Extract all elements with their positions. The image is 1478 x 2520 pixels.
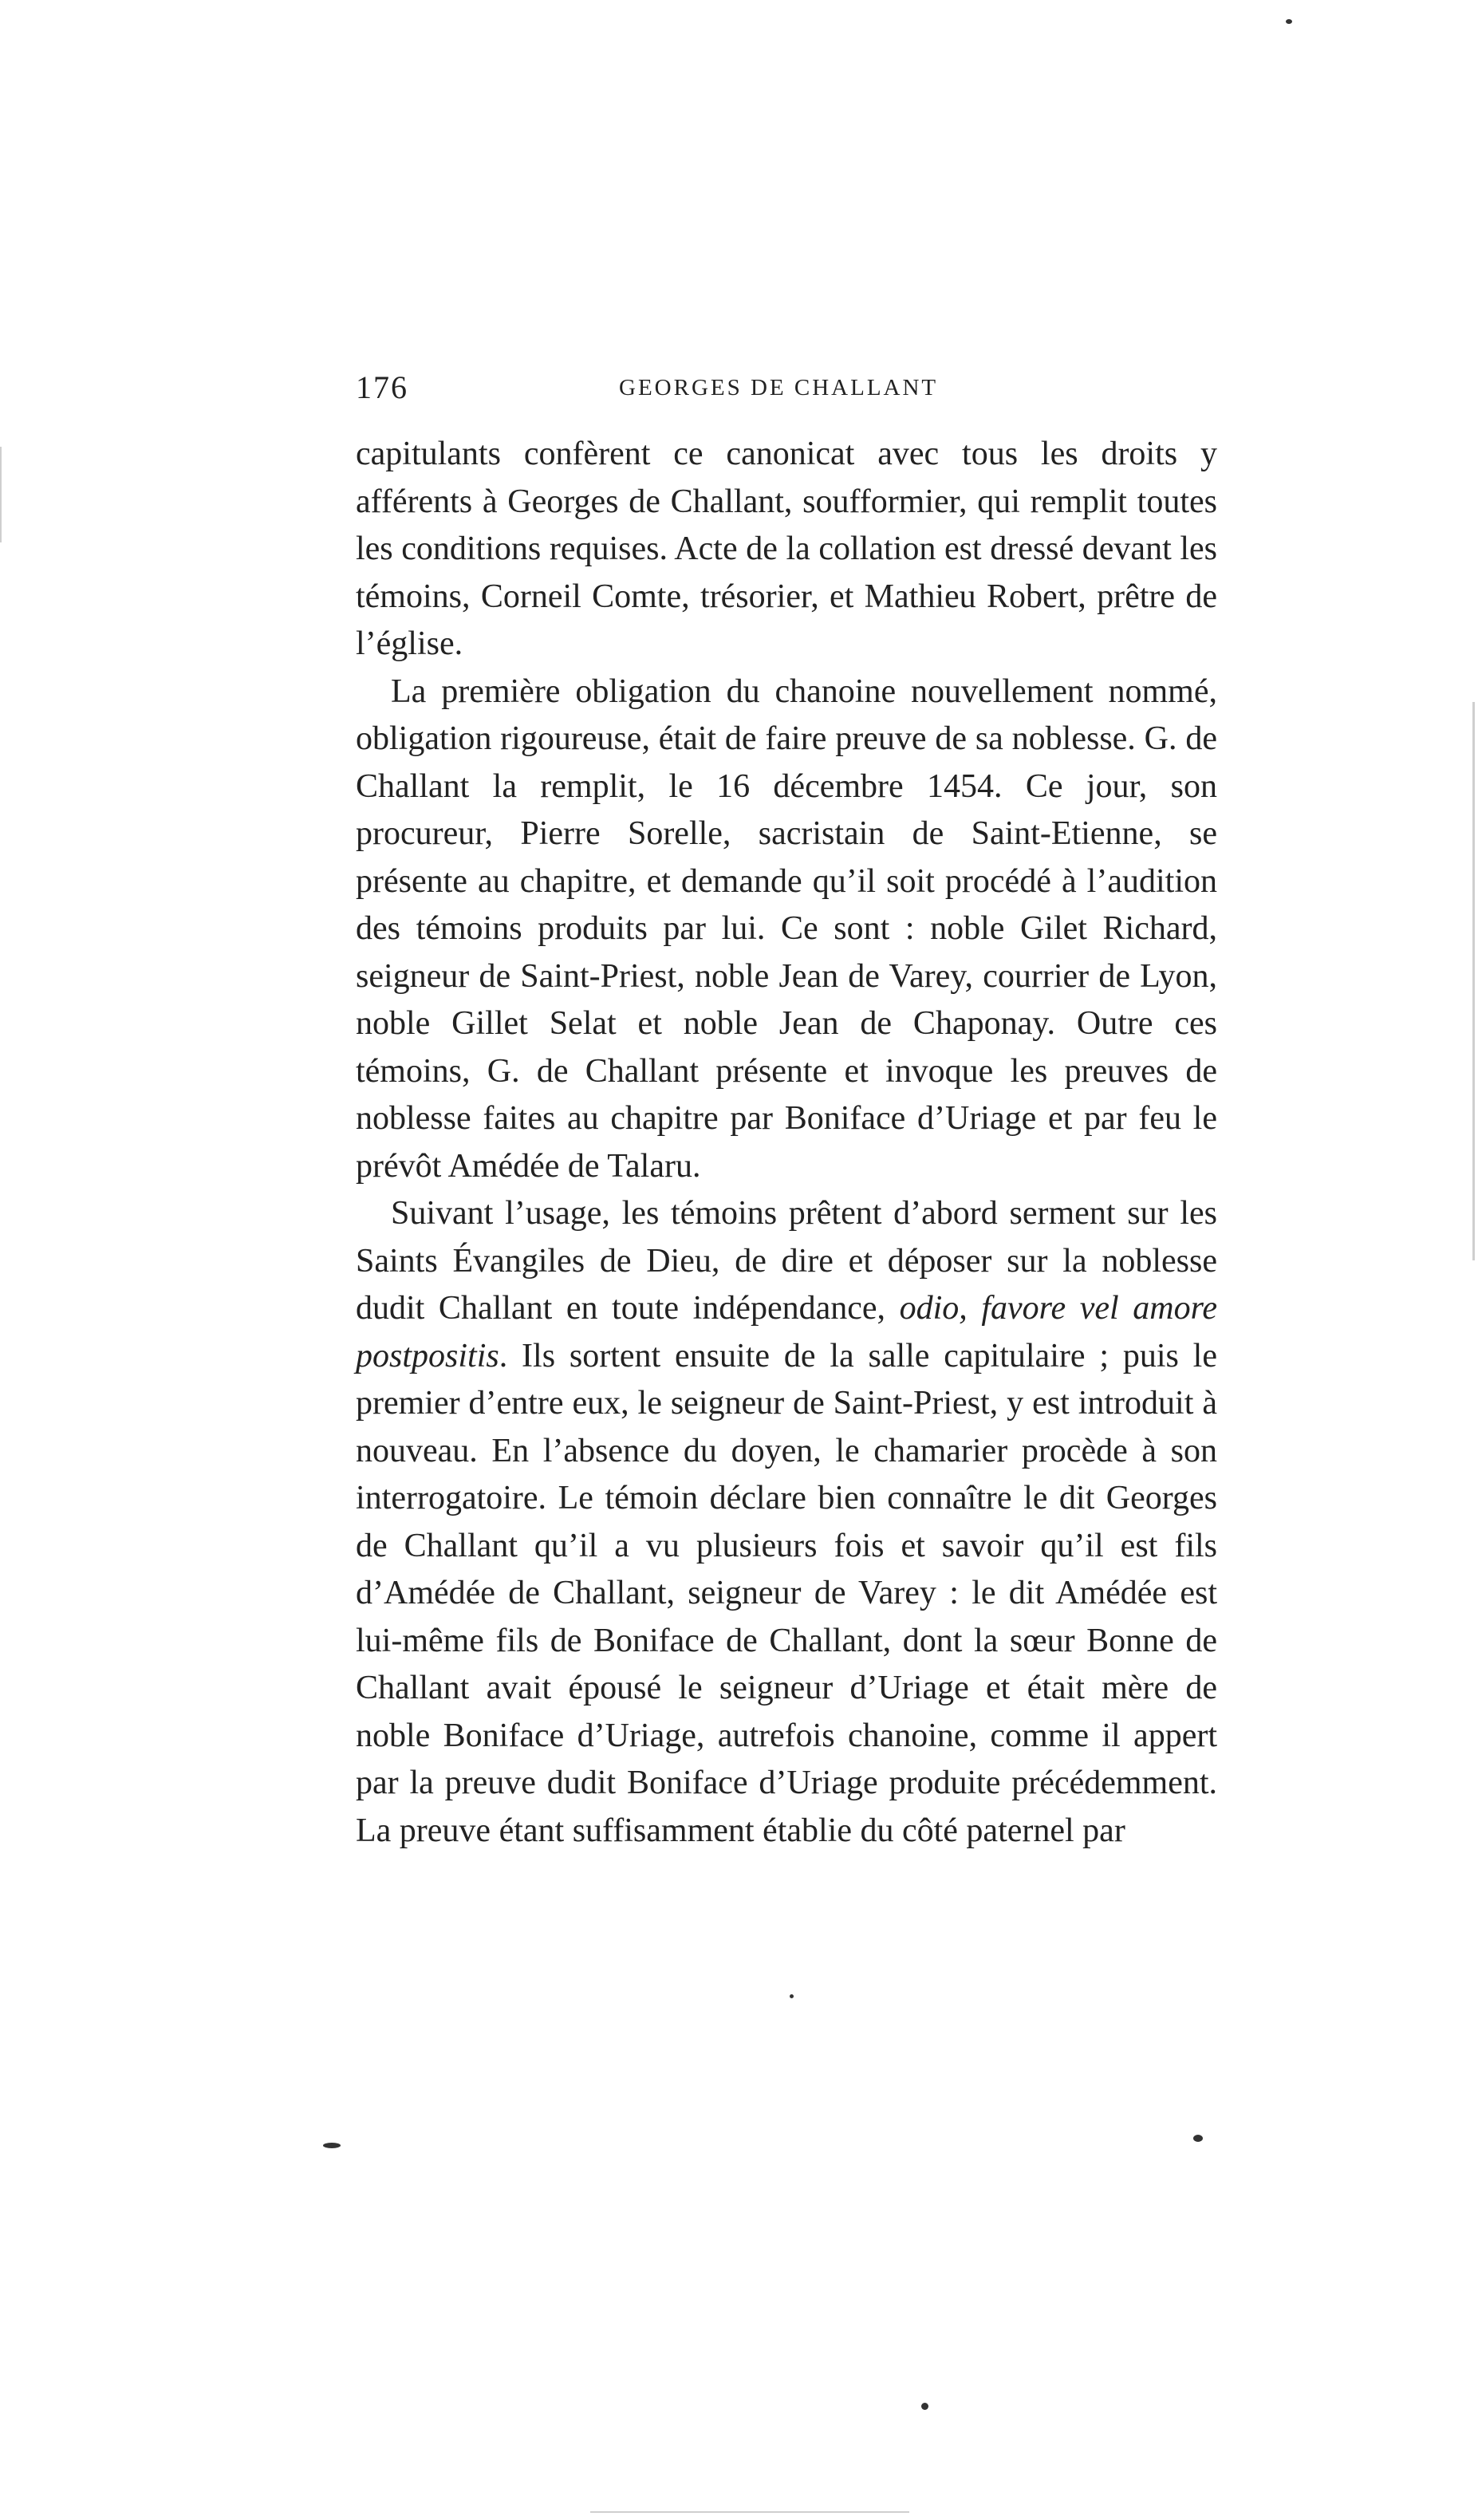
paragraph-2-text: La première obligation du chanoine nouvellement nommé, obligation rigoureuse, était de faire preuve de sa noblesse. G. de Challant la remplit, le 16 décembre 1454. Ce jour, son procureur, Pierre Sorelle, sacristain de Saint-Etienne, se présente au chapitre, et demande qu’il soit procédé à l’audition des témoins produits par lui. Ce sont : noble Gilet Richard, seigneur de Saint-Priest, noble Jean de Varey, courrier de Lyon, noble Gillet Selat et noble Jean de Chaponay. Outre ces témoins, G. de Challant présente et invoque les preuves de noblesse faites au chapitre par Boniface d’Uriage et par feu le prévôt Amédée de Talaru. xyxy=(356,672,1217,1185)
scan-edge-line xyxy=(590,2511,909,2513)
page-number: 176 xyxy=(356,369,408,405)
body-text xyxy=(356,431,1217,1855)
scan-edge-line xyxy=(1472,702,1475,1260)
scan-speck xyxy=(921,2403,928,2410)
scan-edge-line xyxy=(0,447,2,542)
scan-speck xyxy=(1193,2135,1203,2142)
scan-speck xyxy=(790,1994,794,1998)
paragraph-1 xyxy=(356,431,1217,668)
paragraph-2 xyxy=(356,668,1217,1191)
running-title: GEORGES DE CHALLANT xyxy=(619,375,939,400)
paragraph-3-text-start: Suivant l’usage, les témoins prêtent d’abord serment sur les Saints Évangiles de Dieu, de dire et déposer sur la noblesse dudit Challant en toute indépendance, xyxy=(356,1195,1217,1327)
paragraph-3 xyxy=(356,1190,1217,1855)
scan-speck xyxy=(323,2143,341,2148)
scan-speck xyxy=(1286,19,1292,24)
paragraph-3-latin-phrase: odio, favore vel amore postpositis xyxy=(356,1290,1218,1374)
page-header xyxy=(356,369,1217,424)
paragraph-1-text: capitulants confèrent ce canonicat avec tous les droits y afférents à Georges de Challant, soufformier, qui remplit toutes les conditions requises. Acte de la collation est dressé devant les témoins, Corneil Comte, trésorier, et Mathieu Robert, prêtre de l’église. xyxy=(356,436,1217,662)
paragraph-3-text-end: . Ils sortent ensuite de la salle capitulaire ; puis le premier d’entre eux, le seigneur de Saint-Priest, y est introduit à nouveau. En l’absence du doyen, le chamarier procède à son interrogatoire. Le témoin déclare bien connaître le dit Georges de Challant qu’il a vu plusieurs fois et savoir qu’il est fils d’Amédée de Challant, seigneur de Varey : le dit Amédée est lui-même fils de Boniface de Challant, dont la sœur Bonne de Challant avait épousé le seigneur d’Uriage et était mère de noble Boniface d’Uriage, autrefois chanoine, comme il appert par la preuve dudit Boniface d’Uriage produite précédemment. La preuve étant suffisamment établie du côté paternel par xyxy=(356,1337,1217,1849)
